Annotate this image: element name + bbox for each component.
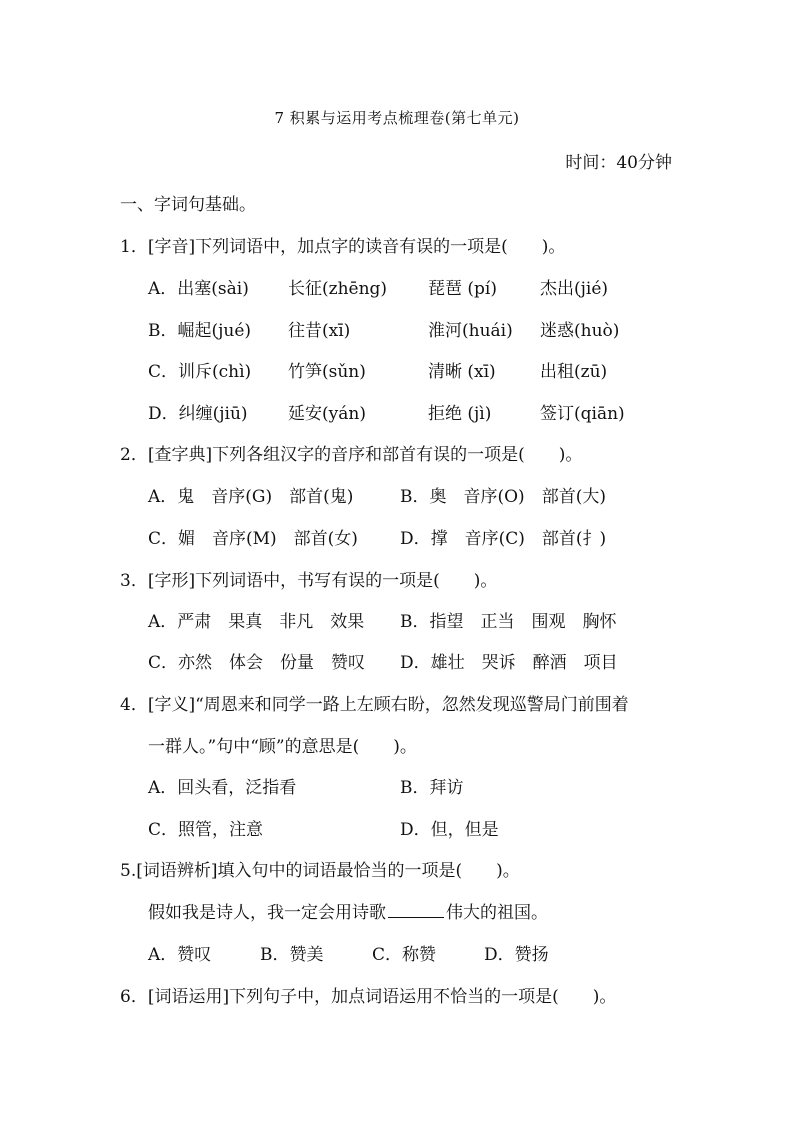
q1-item: 出租(zū) bbox=[540, 362, 608, 382]
question-6-stem: 6．[词语运用]下列句子中，加点词语运用不恰当的一项是( )。 bbox=[120, 987, 617, 1007]
q4-option-d: D．但，但是 bbox=[400, 820, 499, 840]
q3-option-b: B．指望 正当 围观 胸怀 bbox=[400, 612, 617, 632]
q5-option-c: C．称赞 bbox=[372, 945, 437, 965]
q1-item: 杰出(jié) bbox=[540, 279, 609, 299]
q2-option-d: D．撑 音序(C) 部首(扌) bbox=[400, 529, 607, 549]
q2-option-c: C．媚 音序(M) 部首(女) bbox=[148, 529, 358, 549]
q1-item: D．纠缠(jiū) bbox=[148, 404, 248, 424]
q1-item: C．训斥(chì) bbox=[148, 362, 252, 382]
q1-item: 迷惑(huò) bbox=[540, 321, 620, 341]
q4-option-c: C．照管，注意 bbox=[148, 820, 264, 840]
q3-option-d: D．雄壮 哭诉 醉酒 项目 bbox=[400, 653, 618, 673]
q1-item: 清晰 (xī) bbox=[428, 362, 496, 382]
q1-item: 竹笋(sǔn) bbox=[288, 362, 366, 382]
fill-blank bbox=[388, 916, 444, 918]
q5-sentence-before: 假如我是诗人，我一定会用诗歌 bbox=[148, 903, 386, 923]
question-1-stem: 1．[字音]下列词语中，加点字的读音有误的一项是( )。 bbox=[120, 237, 566, 257]
question-2-stem: 2．[查字典]下列各组汉字的音序和部首有误的一项是( )。 bbox=[120, 445, 583, 465]
question-4-stem: 4．[字义]“周恩来和同学一路上左顾右盼，忽然发现巡警局门前围着 bbox=[120, 695, 629, 715]
q1-item: 签订(qiān) bbox=[540, 404, 625, 424]
q1-item: 拒绝 (jì) bbox=[428, 404, 492, 424]
q3-option-c: C．亦然 体会 份量 赞叹 bbox=[148, 653, 366, 673]
q4-option-b: B．拜访 bbox=[400, 778, 464, 798]
q5-sentence-after: 伟大的祖国。 bbox=[446, 903, 548, 923]
q5-option-d: D．赞扬 bbox=[484, 945, 549, 965]
q1-item: 延安(yán) bbox=[288, 404, 366, 424]
question-3-stem: 3．[字形]下列词语中，书写有误的一项是( )。 bbox=[120, 571, 498, 591]
q1-item: A．出塞(sài) bbox=[148, 279, 249, 299]
q1-item: 往昔(xī) bbox=[288, 321, 351, 341]
page-title: 7 积累与运用考点梳理卷(第七单元) bbox=[274, 109, 520, 127]
q3-option-a: A．严肃 果真 非凡 效果 bbox=[148, 612, 365, 632]
q1-item: 长征(zhēng) bbox=[288, 279, 388, 299]
time-limit: 时间：40分钟 bbox=[565, 153, 672, 173]
section-heading: 一、字词句基础。 bbox=[120, 195, 256, 215]
q5-option-b: B．赞美 bbox=[260, 945, 324, 965]
q2-option-b: B．奥 音序(O) 部首(大) bbox=[400, 487, 606, 507]
q5-sentence bbox=[148, 898, 548, 923]
q2-option-a: A．鬼 音序(G) 部首(鬼) bbox=[148, 487, 354, 507]
question-4-stem-continued: 一群人。”句中“顾”的意思是( )。 bbox=[148, 737, 417, 757]
q1-item: 淮河(huái) bbox=[428, 321, 513, 341]
question-5-stem: 5.[词语辨析]填入句中的词语最恰当的一项是( )。 bbox=[120, 861, 520, 881]
q1-item: B．崛起(jué) bbox=[148, 321, 252, 341]
q4-option-a: A．回头看，泛指看 bbox=[148, 778, 297, 798]
q1-item: 琵琶 (pí) bbox=[428, 279, 497, 299]
q5-option-a: A．赞叹 bbox=[148, 945, 212, 965]
